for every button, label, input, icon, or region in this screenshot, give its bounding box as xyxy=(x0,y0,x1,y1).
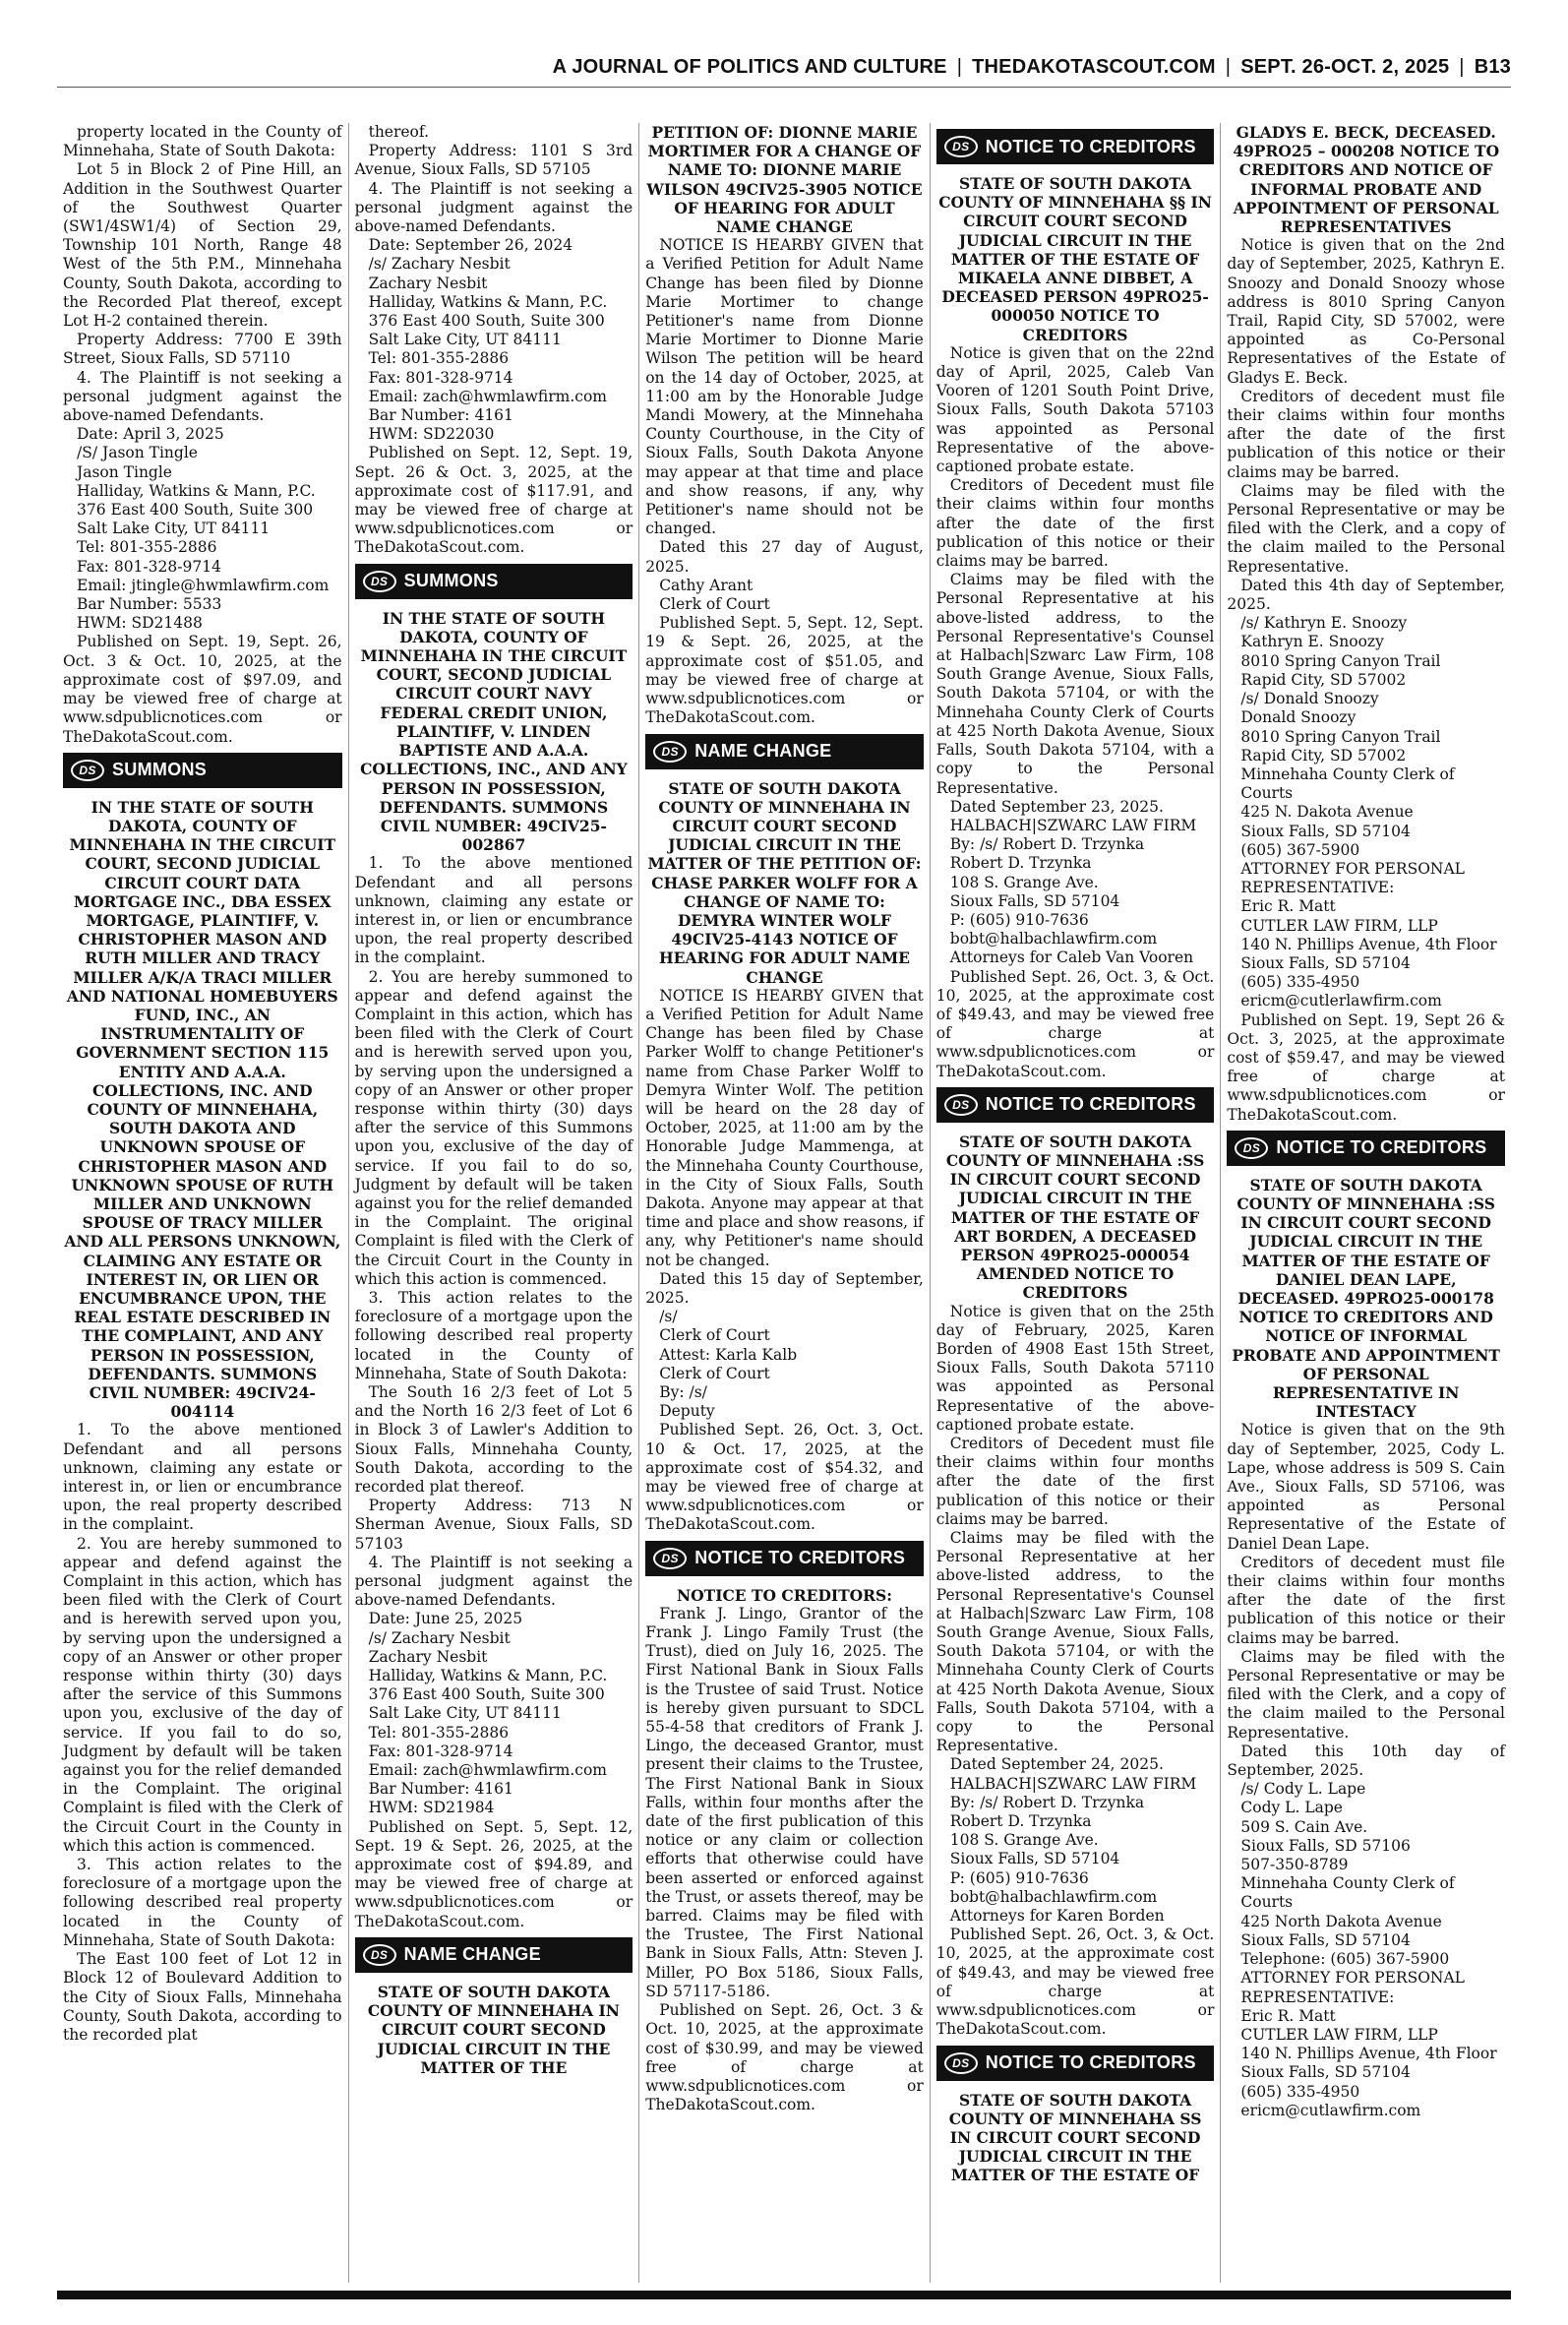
notice-paragraph: Claims may be filed with the Personal Representative or may be filed with the Clerk, and a copy of the claim mailed to the Personal Representative. xyxy=(1227,1647,1505,1742)
dakota-scout-logo-icon: DS xyxy=(71,760,104,781)
notice-line: Clerk of Court xyxy=(659,595,770,614)
notice-paragraph: Creditors of Decedent must file their claims within four months after the date of the first publication of this notice or their claims may be barred. xyxy=(935,1435,1215,1528)
notice-line: Halliday, Watkins & Mann, P.C. xyxy=(368,1667,608,1685)
notice-paragraph: NOTICE IS HEARBY GIVEN that a Verified Petition for Adult Name Change has been filed by Dionne Marie Mortimer to change Petitioner's name from Dionne Marie Mortimer to Dionne Marie Wilson The petition will be heard on the 14 day of October, 2025, at 11:00 am by the Honorable Judge Mandi Mowery, at the Minnehaha County Courthouse, in the City of Sioux Falls, South Dakota Anyone may appear at that time and place and show reasons, if any, why Petitioner's name should not be changed. xyxy=(645,236,924,538)
legal-notices-columns xyxy=(57,123,1511,2283)
notice-line: Deputy xyxy=(659,1402,715,1421)
section-header xyxy=(355,1937,633,1973)
notice-paragraph: Published on Sept. 19, Sept. 26, Oct. 3 & Oct. 10, 2025, at the approximate cost of $97.09, and may be viewed free of charge at www.sdpublicnotices.com or TheDakotaScout.com. xyxy=(63,633,342,746)
notice-line: P: (605) 910-7636 xyxy=(949,910,1089,929)
notice-line: Salt Lake City, UT 84111 xyxy=(368,331,562,349)
notice-paragraph: 1. To the above mentioned Defendant and all persons unknown, claiming any estate or interest in, or lien or encumbrance upon, the real property described in the complaint. xyxy=(63,1421,342,1534)
section-header-label: SUMMONS xyxy=(403,571,499,591)
page-number: B13 xyxy=(1474,55,1511,78)
notice-line: 509 S. Cain Ave. xyxy=(1240,1817,1368,1836)
journal-tagline: A JOURNAL OF POLITICS AND CULTURE xyxy=(552,55,947,78)
notice-paragraph: Published on Sept. 26, Oct. 3 & Oct. 10, 2025, at the approximate cost of $30.99, and may be viewed free of charge at www.sdpublicnotices.com or TheDakotaScout.com. xyxy=(645,2001,924,2114)
section-header xyxy=(645,1541,924,1576)
notice-line: Sioux Falls, SD 57104 xyxy=(1240,822,1411,840)
section-header xyxy=(355,564,633,599)
notice-caption: STATE OF SOUTH DAKOTA COUNTY OF MINNEHAHA IN CIRCUIT COURT SECOND JUDICIAL CIRCUIT IN THE MATTER OF THE PETITION OF: CHASE PARKER WOLFF FOR A CHANGE OF NAME TO: DEMYRA WINTER WOLF 49CIV25-4143 NOTICE OF HEARING FOR ADULT NAME CHANGE xyxy=(647,778,922,987)
notice-column-4 xyxy=(930,123,1221,2283)
notice-line: Eric R. Matt xyxy=(1240,897,1336,916)
section-header xyxy=(936,1087,1215,1123)
notice-line: Sioux Falls, SD 57104 xyxy=(949,1850,1120,1868)
notice-line: Bar Number: 5533 xyxy=(77,595,222,614)
notice-paragraph: The East 100 feet of Lot 12 in Block 12 of Boulevard Addition to the City of Sioux Falls, Minnehaha County, South Dakota, according to the recorded plat xyxy=(63,1950,342,2044)
notice-line: By: /s/ Robert D. Trzynka xyxy=(949,835,1145,854)
notice-line: Sioux Falls, SD 57104 xyxy=(1240,2063,1411,2082)
masthead-divider: | xyxy=(1459,55,1465,78)
notice-line: Sioux Falls, SD 57104 xyxy=(1240,953,1411,972)
notice-paragraph: Published on Sept. 12, Sept. 19, Sept. 26 & Oct. 3, 2025, at the approximate cost of $117.91, and may be viewed free of charge at www.sdpublicnotices.com or TheDakotaScout.com. xyxy=(354,444,633,557)
notice-line: HWM: SD22030 xyxy=(368,425,495,444)
notice-paragraph: Dated this 4th day of September, 2025. xyxy=(1227,576,1505,614)
notice-line: CUTLER LAW FIRM, LLP xyxy=(1240,916,1438,935)
section-header xyxy=(936,2046,1215,2081)
notice-line: Tel: 801-355-2886 xyxy=(368,1723,510,1742)
notice-line: Telephone: (605) 367-5900 xyxy=(1240,1950,1450,1969)
notice-paragraph: Dated this 10th day of September, 2025. xyxy=(1227,1742,1505,1780)
masthead-divider: | xyxy=(1225,55,1232,78)
section-header-label: NOTICE TO CREDITORS xyxy=(1276,1137,1487,1158)
notice-paragraph: 4. The Plaintiff is not seeking a personal judgment against the above-named Defendants. xyxy=(354,179,633,236)
notice-line: Eric R. Matt xyxy=(1240,2006,1336,2025)
notice-line: Bar Number: 4161 xyxy=(368,406,513,425)
notice-paragraph: Property Address: 7700 E 39th Street, Sioux Falls, SD 57110 xyxy=(63,331,342,368)
notice-line: HWM: SD21488 xyxy=(77,614,203,633)
notice-line: 8010 Spring Canyon Trail xyxy=(1240,727,1441,746)
notice-caption: STATE OF SOUTH DAKOTA COUNTY OF MINNEHAHA :SS IN CIRCUIT COURT SECOND JUDICIAL CIRCUIT IN THE MATTER OF THE ESTATE OF ART BORDEN, A DECEASED PERSON 49PRO25-000054 AMENDED NOTICE TO CREDITORS xyxy=(945,1132,1205,1303)
notice-line: 425 North Dakota Avenue xyxy=(1240,1912,1442,1930)
notice-line: By: /s/ xyxy=(659,1383,707,1401)
notice-line: Date: September 26, 2024 xyxy=(368,236,573,255)
notice-caption: STATE OF SOUTH DAKOTA COUNTY OF MINNEHAHA §§ IN CIRCUIT COURT SECOND JUDICIAL CIRCUIT IN THE MATTER OF THE ESTATE OF MIKAELA ANNE DIBBET, A DECEASED PERSON 49PRO25-000050 NOTICE TO CREDITORS xyxy=(938,174,1212,344)
notice-line: Kathryn E. Snoozy xyxy=(1240,633,1384,651)
section-header-label: NAME CHANGE xyxy=(403,1944,541,1965)
notice-line: 108 S. Grange Ave. xyxy=(949,1831,1099,1850)
notice-paragraph: 4. The Plaintiff is not seeking a personal judgment against the above-named Defendants. xyxy=(63,368,342,425)
notice-paragraph: Property Address: 1101 S 3rd Avenue, Sioux Falls, SD 57105 xyxy=(354,142,633,179)
notice-paragraph: Published on Sept. 5, Sept. 12, Sept. 19 & Sept. 26, 2025, at the approximate cost of $94.89, and may be viewed free of charge at www.sdpublicnotices.com or TheDakotaScout.com. xyxy=(354,1817,633,1930)
notice-line: Fax: 801-328-9714 xyxy=(77,557,221,576)
notice-paragraph: Published Sept. 26, Oct. 3, & Oct. 10, 2025, at the approximate cost of $49.43, and may be viewed free of charge at www.sdpublicnotices.com or TheDakotaScout.com. xyxy=(935,967,1215,1080)
notice-line: Robert D. Trzynka xyxy=(949,854,1092,873)
notice-line: ATTORNEY FOR PERSONAL REPRESENTATIVE: xyxy=(1240,1969,1465,2006)
notice-line: 8010 Spring Canyon Trail xyxy=(1240,651,1441,670)
notice-paragraph: 1. To the above mentioned Defendant and all persons unknown, claiming any estate or interest in, or lien or encumbrance upon, the real property described in the complaint. xyxy=(354,854,633,967)
notice-paragraph: Dated this 27 day of August, 2025. xyxy=(645,538,924,576)
section-header xyxy=(936,129,1215,164)
notice-line: 140 N. Phillips Avenue, 4th Floor xyxy=(1240,935,1497,953)
notice-paragraph: Property Address: 713 N Sherman Avenue, Sioux Falls, SD 57103 xyxy=(354,1497,633,1553)
notice-line: Email: zach@hwmlawfirm.com xyxy=(368,387,607,405)
dakota-scout-logo-icon: DS xyxy=(944,2052,978,2074)
site-url[interactable]: THEDAKOTASCOUT.COM xyxy=(972,55,1216,78)
notice-line: P: (605) 910-7636 xyxy=(949,1868,1089,1887)
section-header-label: NOTICE TO CREDITORS xyxy=(985,136,1196,156)
notice-line: 425 N. Dakota Avenue xyxy=(1240,803,1414,822)
notice-paragraph: Notice is given that on the 2nd day of September, 2025, Kathryn E. Snoozy and Donald Snoozy whose address is 8010 Spring Canyon Trail, Rapid City, SD 57002, were appointed as Co-Personal Representatives of the Estate of Gladys E. Beck. xyxy=(1227,236,1505,387)
notice-line: (605) 335-4950 xyxy=(1240,2082,1360,2101)
notice-line: Minnehaha County Clerk of Courts xyxy=(1240,765,1455,803)
notice-line: /S/ Jason Tingle xyxy=(77,444,198,462)
notice-line: Sioux Falls, SD 57104 xyxy=(1240,1930,1411,1949)
notice-line: HWM: SD21984 xyxy=(368,1799,495,1817)
notice-line: Attorneys for Caleb Van Vooren xyxy=(949,948,1194,967)
notice-line: Zachary Nesbit xyxy=(368,1647,488,1666)
dakota-scout-logo-icon: DS xyxy=(363,571,396,592)
notice-caption: GLADYS E. BECK, DECEASED. 49PRO25 – 000208 NOTICE TO CREDITORS AND NOTICE OF INFORMAL PROBATE AND APPOINTMENT OF PERSONAL REPRESENTATIVES xyxy=(1233,123,1500,237)
section-header-label: NOTICE TO CREDITORS xyxy=(985,2052,1196,2072)
notice-line: Email: zach@hwmlawfirm.com xyxy=(368,1761,607,1780)
notice-line: Attest: Karla Kalb xyxy=(659,1345,798,1364)
notice-paragraph: Notice is given that on the 25th day of February, 2025, Karen Borden of 4908 East 15th Street, Sioux Falls, South Dakota 57110 was appointed as Personal Representative of the above-captioned probate estate. xyxy=(935,1302,1215,1434)
notice-line: ATTORNEY FOR PERSONAL REPRESENTATIVE: xyxy=(1240,859,1465,897)
masthead-divider: | xyxy=(956,55,963,78)
notice-paragraph: Published Sept. 26, Oct. 3, Oct. 10 & Oct. 17, 2025, at the approximate cost of $54.32, and may be viewed free of charge at www.sdpublicnotices.com or TheDakotaScout.com. xyxy=(645,1421,924,1534)
notice-line: /s/ Cody L. Lape xyxy=(1240,1780,1366,1799)
notice-line: Fax: 801-328-9714 xyxy=(368,1742,513,1760)
notice-line: Dated September 23, 2025. xyxy=(949,797,1164,816)
notice-line: Rapid City, SD 57002 xyxy=(1240,746,1407,765)
notice-line: Clerk of Court xyxy=(659,1326,770,1345)
notice-line: Robert D. Trzynka xyxy=(949,1812,1092,1831)
notice-line: HALBACH|SZWARC LAW FIRM xyxy=(949,1774,1197,1793)
notice-caption: STATE OF SOUTH DAKOTA COUNTY OF MINNEHAHA SS IN CIRCUIT COURT SECOND JUDICIAL CIRCUIT IN THE MATTER OF THE ESTATE OF xyxy=(948,2090,1202,2185)
notice-line: Email: jtingle@hwmlawfirm.com xyxy=(77,576,330,594)
notice-column-5 xyxy=(1220,123,1511,2283)
section-header xyxy=(63,753,342,788)
notice-column-1 xyxy=(57,123,348,2283)
masthead xyxy=(57,49,1511,85)
notice-paragraph: 2. You are hereby summoned to appear and defend against the Complaint in this action, which has been filed with the Clerk of Court and is herewith served upon you, by serving upon the undersigned a copy of an Answer or other proper response within thirty (30) days after the service of this Summons upon you, exclusive of the day of service. If you fail to do so, Judgment by default will be taken against you for the relief demanded in the Complaint. The original Complaint is filed with the Clerk of the Circuit Court in the County in which this action is commenced. xyxy=(354,967,633,1288)
masthead-rule xyxy=(57,87,1511,88)
dakota-scout-logo-icon: DS xyxy=(1235,1137,1268,1159)
notice-line: ericm@cutlawfirm.com xyxy=(1240,2101,1421,2119)
notice-paragraph: Published on Sept. 19, Sept 26 & Oct. 3, 2025, at the approximate cost of $59.47, and may be viewed free of charge at www.sdpublicnotices.com or TheDakotaScout.com. xyxy=(1227,1010,1505,1124)
notice-line: /s/ Donald Snoozy xyxy=(1240,690,1379,708)
notice-paragraph: Creditors of decedent must file their claims within four months after the date of the first publication of this notice or their claims may be barred. xyxy=(1227,1553,1505,1647)
notice-line: 376 East 400 South, Suite 300 xyxy=(368,1685,605,1704)
notice-line: Salt Lake City, UT 84111 xyxy=(368,1704,562,1723)
notice-line: Cody L. Lape xyxy=(1240,1799,1343,1817)
notice-paragraph: Notice is given that on the 9th day of September, 2025, Cody L. Lape, whose address is 509 S. Cain Ave., Sioux Falls, SD 57106, was appointed as Personal Representative of the Estate of Daniel Dean Lape. xyxy=(1227,1421,1505,1553)
notice-caption: IN THE STATE OF SOUTH DAKOTA, COUNTY OF MINNEHAHA IN THE CIRCUIT COURT, SECOND JUDICIAL CIRCUIT COURT NAVY FEDERAL CREDIT UNION, PLAINTIFF, V. LINDEN BAPTISTE AND A.A.A. COLLECTIONS, INC., AND ANY PERSON IN POSSESSION, DEFENDANTS. SUMMONS CIVIL NUMBER: 49CIV25-002867 xyxy=(360,608,628,855)
notice-line: Fax: 801-328-9714 xyxy=(368,368,513,387)
notice-line: 140 N. Phillips Avenue, 4th Floor xyxy=(1240,2045,1497,2063)
notice-caption: STATE OF SOUTH DAKOTA COUNTY OF MINNEHAHA IN CIRCUIT COURT SECOND JUDICIAL CIRCUIT IN THE MATTER OF THE xyxy=(367,1982,620,2077)
notice-line: Sioux Falls, SD 57106 xyxy=(1240,1836,1411,1855)
notice-line: 507-350-8789 xyxy=(1240,1856,1349,1874)
notice-line: 376 East 400 South, Suite 300 xyxy=(77,501,314,520)
notice-line: Donald Snoozy xyxy=(1240,708,1357,727)
notice-line: Sioux Falls, SD 57104 xyxy=(949,891,1120,910)
notice-paragraph: 3. This action relates to the foreclosure of a mortgage upon the following described real property located in the County of Minnehaha, State of South Dakota: xyxy=(63,1856,342,1949)
notice-paragraph: Frank J. Lingo, Grantor of the Frank J. Lingo Family Trust (the Trust), died on July 16, 2025. The First National Bank in Sioux Falls is the Trustee of said Trust. Notice is hereby given pursuant to SDCL 55-4-58 that creditors of Frank J. Lingo, the deceased Grantor, must present their claims to the Trustee, The First National Bank in Sioux Falls, within four months after the date of the first publication of this notice or any claim or collection efforts that otherwise could have been asserted or enforced against the Trust, or assets thereof, may be barred. Claims may be filed with the Trustee, The First National Bank in Sioux Falls, Attn: Steven J. Miller, PO Box 5186, Sioux Falls, SD 57117-5186. xyxy=(645,1604,924,2000)
section-header-label: NOTICE TO CREDITORS xyxy=(694,1548,906,1568)
notice-paragraph: NOTICE IS HEARBY GIVEN that a Verified Petition for Adult Name Change has been filed by Chase Parker Wolff to change Petitioner's name from Chase Parker Wolff to Demyra Winter Wolf. The petition will be heard on the 28 day of October, 2025, at 11:00 am by the Honorable Judge Mammenga, at the Minnehaha County Courthouse, in the City of Sioux Falls, South Dakota. Anyone may appear at that time and place and show reasons, if any, why Petitioner's name should not be changed. xyxy=(645,986,924,1269)
notice-column-2 xyxy=(348,123,639,2283)
notice-line: Salt Lake City, UT 84111 xyxy=(77,520,271,538)
notice-line: Date: June 25, 2025 xyxy=(368,1610,523,1628)
section-header xyxy=(1227,1131,1505,1166)
notice-paragraph: The South 16 2/3 feet of Lot 5 and the North 16 2/3 feet of Lot 6 in Block 3 of Lawler's Addition to Sioux Falls, Minnehaha County, South Dakota, according to the recorded plat thereof. xyxy=(354,1383,633,1497)
section-header-label: NAME CHANGE xyxy=(694,741,832,761)
notice-paragraph: Published Sept. 26, Oct. 3, & Oct. 10, 2025, at the approximate cost of $49.43, and may be viewed free of charge at www.sdpublicnotices.com or TheDakotaScout.com. xyxy=(935,1926,1215,2039)
dakota-scout-logo-icon: DS xyxy=(653,1548,687,1569)
notice-column-3 xyxy=(638,123,930,2283)
notice-paragraph: Creditors of decedent must file their claims within four months after the date of the first publication of this notice or their claims may be barred. xyxy=(1227,387,1505,481)
notice-caption: STATE OF SOUTH DAKOTA COUNTY OF MINNEHAHA :SS IN CIRCUIT COURT SECOND JUDICIAL CIRCUIT IN THE MATTER OF THE ESTATE OF DANIEL DEAN LAPE, DECEASED. 49PRO25-000178 NOTICE TO CREDITORS AND NOTICE OF INFORMAL PROBATE AND APPOINTMENT OF PERSONAL REPRESENTATIVE IN INTESTACY xyxy=(1232,1175,1500,1422)
notice-line: Halliday, Watkins & Mann, P.C. xyxy=(77,481,316,500)
notice-line: bobt@halbachlawfirm.com xyxy=(949,1887,1158,1906)
notice-line: /s/ Zachary Nesbit xyxy=(368,1628,511,1647)
notice-line: bobt@halbachlawfirm.com xyxy=(949,930,1158,948)
notice-line: ericm@cutlerlawfirm.com xyxy=(1240,992,1442,1010)
notice-paragraph: Published Sept. 5, Sept. 12, Sept. 19 & Sept. 26, 2025, at the approximate cost of $51.05, and may be viewed free of charge at www.sdpublicnotices.com or TheDakotaScout.com. xyxy=(645,614,924,727)
notice-line: Dated September 24, 2025. xyxy=(949,1755,1164,1774)
notice-paragraph: Claims may be filed with the Personal Representative or may be filed with the Clerk, and a copy of the claim mailed to the Personal Representative. xyxy=(1227,481,1505,576)
notice-paragraph: Creditors of Decedent must file their claims within four months after the date of the first publication of this notice or their claims may be barred. xyxy=(935,476,1215,571)
section-header-label: NOTICE TO CREDITORS xyxy=(985,1094,1196,1115)
notice-paragraph: Claims may be filed with the Personal Representative at her above-listed address, to the Personal Representative's Counsel at Halbach|Szwarc Law Firm, 108 South Grange Avenue, Sioux Falls, South Dakota 57104, or with the Minnehaha County Clerk of Courts at 425 North Dakota Avenue, Sioux Falls, South Dakota 57104, with a copy to the Personal Representative. xyxy=(935,1529,1215,1755)
notice-paragraph: property located in the County of Minnehaha, State of South Dakota: xyxy=(63,123,342,160)
dakota-scout-logo-icon: DS xyxy=(944,136,978,157)
notice-line: /s/ xyxy=(659,1308,678,1326)
notice-line: Clerk of Court xyxy=(659,1364,770,1382)
notice-line: 376 East 400 South, Suite 300 xyxy=(368,312,605,331)
notice-line: Attorneys for Karen Borden xyxy=(949,1907,1165,1926)
notice-caption: IN THE STATE OF SOUTH DAKOTA, COUNTY OF MINNEHAHA IN THE CIRCUIT COURT, SECOND JUDICIAL CIRCUIT COURT DATA MORTGAGE INC., DBA ESSEX MORTGAGE, PLAINTIFF, V. CHRISTOPHER MASON AND RUTH MILLER AND TRACY MILLER A/K/A TRACI MILLER AND NATIONAL HOMEBUYERS FUND, INC., AN INSTRUMENTALITY OF GOVERNMENT SECTION 115 ENTITY AND A.A.A. COLLECTIONS, INC. AND COUNTY OF MINNEHAHA, SOUTH DAKOTA AND UNKNOWN SPOUSE OF CHRISTOPHER MASON AND UNKNOWN SPOUSE OF RUTH MILLER AND UNKNOWN SPOUSE OF TRACY MILLER AND ALL PERSONS UNKNOWN, CLAIMING ANY ESTATE OR INTEREST IN, OR LIEN OR ENCUMBRANCE UPON, THE REAL ESTATE DESCRIBED IN THE COMPLAINT, AND ANY PERSON IN POSSESSION, DEFENDANTS. SUMMONS CIVIL NUMBER: 49CIV24-004114 xyxy=(64,797,341,1422)
notice-line: /s/ Kathryn E. Snoozy xyxy=(1240,614,1408,633)
notice-paragraph: thereof. xyxy=(368,123,430,141)
notice-line: (605) 367-5900 xyxy=(1240,840,1360,859)
page-bottom-rule xyxy=(57,2291,1511,2299)
notice-paragraph: 3. This action relates to the foreclosure of a mortgage upon the following described real property located in the County of Minnehaha, State of South Dakota: xyxy=(354,1288,633,1382)
notice-line: Jason Tingle xyxy=(77,462,172,481)
notice-line: 108 S. Grange Ave. xyxy=(949,873,1099,891)
section-header-label: SUMMONS xyxy=(112,760,208,780)
notice-line: Halliday, Watkins & Mann, P.C. xyxy=(368,292,608,311)
notice-paragraph: Claims may be filed with the Personal Representative at his above-listed address, to the Personal Representative's Counsel at Halbach|Szwarc Law Firm, 108 South Grange Avenue, Sioux Falls, South Dakota 57104, or with the Minnehaha County Clerk of Courts at 425 North Dakota Avenue, Sioux Falls, South Dakota 57104, with a copy to the Personal Representative. xyxy=(935,571,1215,797)
notice-line: (605) 335-4950 xyxy=(1240,973,1360,992)
dakota-scout-logo-icon: DS xyxy=(653,741,687,763)
notice-line: Bar Number: 4161 xyxy=(368,1780,513,1799)
notice-paragraph: Lot 5 in Block 2 of Pine Hill, an Addition in the Southwest Quarter of the Southwest Quarter (SW1/4SW1/4) of Section 29, Township 101 North, Range 48 West of the 5th P.M., Minnehaha County, South Dakota, according to the Recorded Plat thereof, except Lot H-2 contained therein. xyxy=(63,160,342,331)
notice-line: Zachary Nesbit xyxy=(368,274,488,292)
notice-line: HALBACH|SZWARC LAW FIRM xyxy=(949,816,1197,834)
notice-line: Tel: 801-355-2886 xyxy=(368,349,510,368)
notice-paragraph: Notice is given that on the 22nd day of April, 2025, Caleb Van Vooren of 1201 South Point Drive, Sioux Falls, South Dakota 57103 was appointed as Personal Representative of the above-captioned probate estate. xyxy=(935,343,1215,476)
notice-line: Tel: 801-355-2886 xyxy=(77,538,217,557)
notice-line: Minnehaha County Clerk of Courts xyxy=(1240,1874,1455,1912)
notice-caption: PETITION OF: DIONNE MARIE MORTIMER FOR A CHANGE OF NAME TO: DIONNE MARIE WILSON 49CIV25-3905 NOTICE OF HEARING FOR ADULT NAME CHANGE xyxy=(646,123,923,237)
dakota-scout-logo-icon: DS xyxy=(363,1944,396,1966)
notice-line: Cathy Arant xyxy=(659,576,754,594)
notice-paragraph: 4. The Plaintiff is not seeking a personal judgment against the above-named Defendants. xyxy=(354,1553,633,1610)
dakota-scout-logo-icon: DS xyxy=(944,1094,978,1116)
notice-paragraph: Dated this 15 day of September, 2025. xyxy=(645,1269,924,1307)
notice-line: By: /s/ Robert D. Trzynka xyxy=(949,1793,1145,1811)
notice-paragraph: 2. You are hereby summoned to appear and defend against the Complaint in this action, which has been filed with the Clerk of Court and is herewith served upon you, by serving upon the undersigned a copy of an Answer or other proper response within thirty (30) days after the service of this Summons upon you, exclusive of the day of service. If you fail to do so, Judgment by default will be taken against you for the relief demanded in the Complaint. The original Complaint is filed with the Clerk of the Circuit Court in the County in which this action is commenced. xyxy=(63,1534,342,1855)
issue-dates: SEPT. 26-OCT. 2, 2025 xyxy=(1240,55,1450,78)
notice-caption: NOTICE TO CREDITORS: xyxy=(676,1585,892,1605)
section-header xyxy=(645,734,924,769)
notice-line: Date: April 3, 2025 xyxy=(77,425,224,444)
notice-line: CUTLER LAW FIRM, LLP xyxy=(1240,2025,1438,2044)
notice-line: /s/ Zachary Nesbit xyxy=(368,255,511,274)
notice-line: Rapid City, SD 57002 xyxy=(1240,670,1407,689)
